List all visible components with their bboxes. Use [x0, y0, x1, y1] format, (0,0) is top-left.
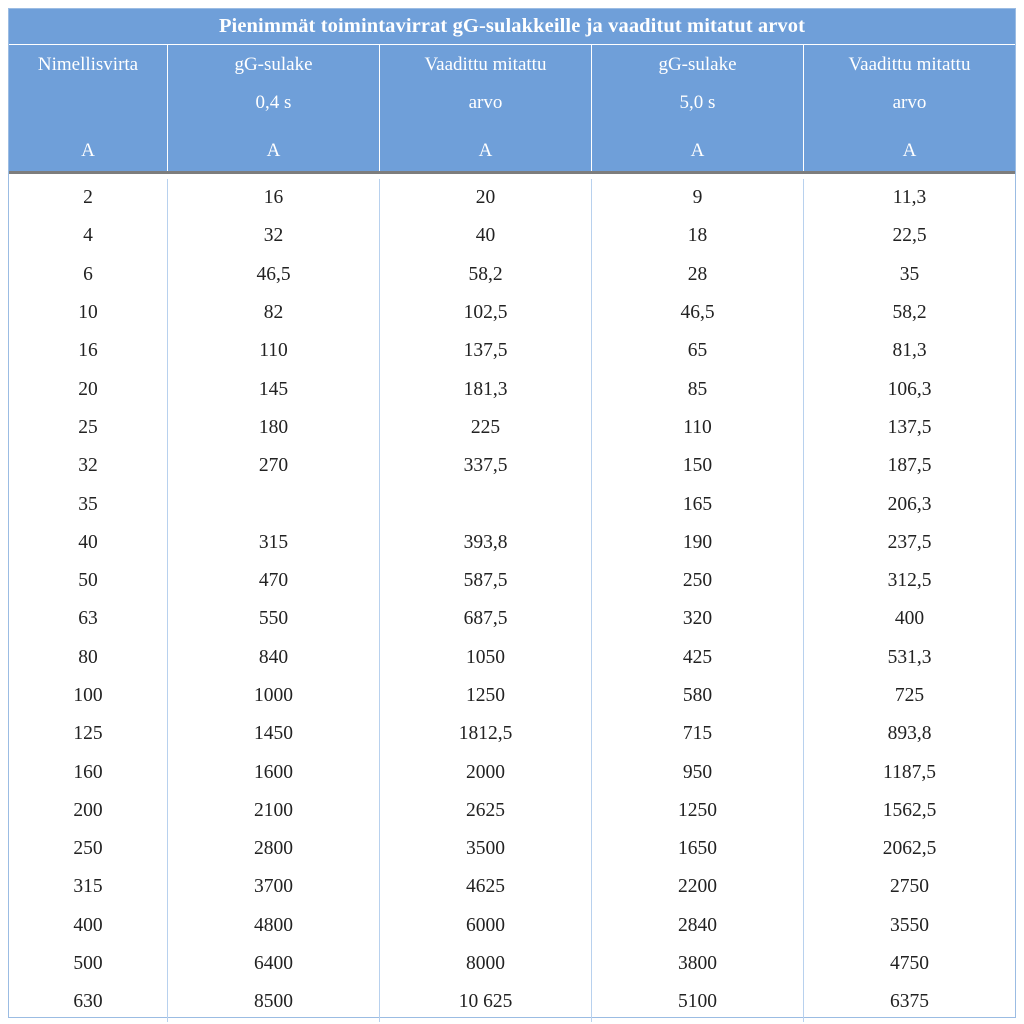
header-required-value-50s — [803, 45, 1015, 171]
table-cell: 145 — [167, 370, 379, 408]
table-cell: 165 — [591, 485, 803, 523]
table-cell: 5100 — [591, 983, 803, 1021]
table-cell: 1000 — [167, 677, 379, 715]
table-cell: 250 — [73, 838, 103, 860]
table-cell: 9 — [591, 179, 803, 217]
table-cell: 725 — [803, 677, 1015, 715]
table-cell: 181,3 — [379, 370, 591, 408]
table-cell: 2800 — [167, 830, 379, 868]
header-line1: gG-sulake — [658, 54, 737, 75]
table-cell: 1562,5 — [803, 792, 1015, 830]
header-line1: Nimellisvirta — [37, 54, 139, 75]
table-cell: 270 — [167, 447, 379, 485]
table-cell: 425 — [591, 639, 803, 677]
table-cell: 4800 — [167, 907, 379, 945]
table-row — [9, 907, 1015, 945]
table-cell: 58,2 — [379, 256, 591, 294]
table-cell: 160 — [73, 761, 103, 783]
header-gg-fuse-04s — [167, 45, 379, 171]
table-cell: 85 — [591, 370, 803, 408]
table-cell: 16 — [78, 340, 98, 362]
table-cell: 580 — [591, 677, 803, 715]
table-cell: 1187,5 — [803, 753, 1015, 791]
table-cell: 200 — [73, 799, 103, 821]
table-row — [9, 370, 1015, 408]
table-row — [9, 217, 1015, 255]
table-cell: 2200 — [591, 868, 803, 906]
table-cell — [379, 485, 591, 523]
table-cell: 8500 — [167, 983, 379, 1021]
table-cell: 237,5 — [803, 524, 1015, 562]
header-required-value-04s — [379, 45, 591, 171]
table-cell: 63 — [78, 608, 98, 630]
table-body — [9, 174, 1015, 1022]
table-cell: 2750 — [803, 868, 1015, 906]
table-row — [9, 830, 1015, 868]
table-cell: 630 — [73, 991, 103, 1013]
table-cell: 250 — [591, 562, 803, 600]
table-cell: 1812,5 — [379, 715, 591, 753]
header-unit: A — [902, 140, 917, 161]
table-title: Pienimmät toimintavirrat gG-sulakkeille ja vaaditut mitatut arvot — [9, 9, 1015, 45]
table-cell: 106,3 — [803, 370, 1015, 408]
table-cell: 4750 — [803, 945, 1015, 983]
table-cell: 393,8 — [379, 524, 591, 562]
table-row — [9, 639, 1015, 677]
table-cell: 187,5 — [803, 447, 1015, 485]
table-cell: 315 — [167, 524, 379, 562]
table-cell: 8000 — [379, 945, 591, 983]
table-cell: 18 — [591, 217, 803, 255]
table-cell: 587,5 — [379, 562, 591, 600]
header-line2: 0,4 s — [255, 92, 292, 113]
table-cell: 10 — [78, 302, 98, 324]
header-line1: gG-sulake — [234, 54, 313, 75]
table-cell: 110 — [167, 332, 379, 370]
header-unit: A — [690, 140, 705, 161]
table-row — [9, 447, 1015, 485]
header-unit: A — [478, 140, 493, 161]
table-cell: 81,3 — [803, 332, 1015, 370]
table-cell: 25 — [78, 416, 98, 438]
table-cell: 2000 — [379, 753, 591, 791]
table-cell: 3800 — [591, 945, 803, 983]
table-cell: 2625 — [379, 792, 591, 830]
table-cell: 35 — [78, 493, 98, 515]
table-cell: 550 — [167, 600, 379, 638]
table-cell: 893,8 — [803, 715, 1015, 753]
table-row — [9, 562, 1015, 600]
table-cell: 470 — [167, 562, 379, 600]
table-row — [9, 332, 1015, 370]
table-cell: 20 — [379, 179, 591, 217]
table-cell: 46,5 — [167, 256, 379, 294]
table-cell: 82 — [167, 294, 379, 332]
table-cell: 6 — [83, 263, 93, 285]
table-cell: 150 — [591, 447, 803, 485]
table-cell: 400 — [73, 914, 103, 936]
header-line1: Vaadittu mitattu — [848, 54, 971, 75]
table-cell: 206,3 — [803, 485, 1015, 523]
table-row — [9, 600, 1015, 638]
table-cell: 337,5 — [379, 447, 591, 485]
table-cell: 1050 — [379, 639, 591, 677]
table-row — [9, 409, 1015, 447]
table-cell: 110 — [591, 409, 803, 447]
table-row — [9, 677, 1015, 715]
table-cell: 10 625 — [379, 983, 591, 1021]
table-cell: 32 — [78, 455, 98, 477]
header-nominal-current — [9, 45, 167, 171]
table-cell: 46,5 — [591, 294, 803, 332]
table-cell: 6400 — [167, 945, 379, 983]
table-cell: 687,5 — [379, 600, 591, 638]
table-cell: 531,3 — [803, 639, 1015, 677]
header-unit: A — [266, 140, 281, 161]
table-row — [9, 792, 1015, 830]
table-cell: 40 — [379, 217, 591, 255]
table-cell: 58,2 — [803, 294, 1015, 332]
table-cell: 1250 — [379, 677, 591, 715]
table-row — [9, 524, 1015, 562]
table-row — [9, 945, 1015, 983]
table-cell: 180 — [167, 409, 379, 447]
table-cell: 2 — [83, 187, 93, 209]
table-cell: 4625 — [379, 868, 591, 906]
table-cell: 125 — [73, 723, 103, 745]
table-cell: 80 — [78, 646, 98, 668]
table-cell: 500 — [73, 953, 103, 975]
table-cell: 312,5 — [803, 562, 1015, 600]
header-line2: arvo — [468, 92, 503, 113]
header-line2: 5,0 s — [679, 92, 716, 113]
header-line1: Vaadittu mitattu — [424, 54, 547, 75]
table-cell: 715 — [591, 715, 803, 753]
table-cell: 3500 — [379, 830, 591, 868]
table-cell: 50 — [78, 570, 98, 592]
fuse-table — [8, 8, 1016, 1018]
table-cell: 16 — [167, 179, 379, 217]
table-cell: 400 — [803, 600, 1015, 638]
table-cell: 11,3 — [803, 179, 1015, 217]
table-cell: 315 — [73, 876, 103, 898]
table-cell: 32 — [167, 217, 379, 255]
table-cell: 190 — [591, 524, 803, 562]
table-cell: 102,5 — [379, 294, 591, 332]
table-cell: 40 — [78, 531, 98, 553]
table-cell: 1250 — [591, 792, 803, 830]
table-cell: 22,5 — [803, 217, 1015, 255]
table-cell: 225 — [379, 409, 591, 447]
table-cell: 2100 — [167, 792, 379, 830]
table-row — [9, 179, 1015, 217]
header-line2: arvo — [892, 92, 927, 113]
table-row — [9, 715, 1015, 753]
table-row — [9, 294, 1015, 332]
table-cell: 4 — [83, 225, 93, 247]
table-cell: 65 — [591, 332, 803, 370]
table-cell: 3550 — [803, 907, 1015, 945]
table-cell: 1600 — [167, 753, 379, 791]
table-row — [9, 983, 1015, 1021]
table-cell: 6000 — [379, 907, 591, 945]
header-gg-fuse-50s — [591, 45, 803, 171]
table-cell: 100 — [73, 685, 103, 706]
table-cell: 1450 — [167, 715, 379, 753]
table-cell: 137,5 — [803, 409, 1015, 447]
table-row — [9, 753, 1015, 791]
table-cell: 35 — [803, 256, 1015, 294]
table-row — [9, 256, 1015, 294]
table-cell: 6375 — [803, 983, 1015, 1021]
table-cell — [167, 485, 379, 523]
table-cell: 840 — [167, 639, 379, 677]
table-row — [9, 485, 1015, 523]
table-cell: 320 — [591, 600, 803, 638]
table-cell: 137,5 — [379, 332, 591, 370]
table-cell: 2840 — [591, 907, 803, 945]
table-cell: 3700 — [167, 868, 379, 906]
header-unit: A — [81, 140, 95, 161]
table-cell: 950 — [591, 753, 803, 791]
table-cell: 20 — [78, 378, 98, 400]
table-row — [9, 868, 1015, 906]
table-cell: 28 — [591, 256, 803, 294]
table-cell: 1650 — [591, 830, 803, 868]
table-cell: 2062,5 — [803, 830, 1015, 868]
table-header — [9, 45, 1015, 174]
